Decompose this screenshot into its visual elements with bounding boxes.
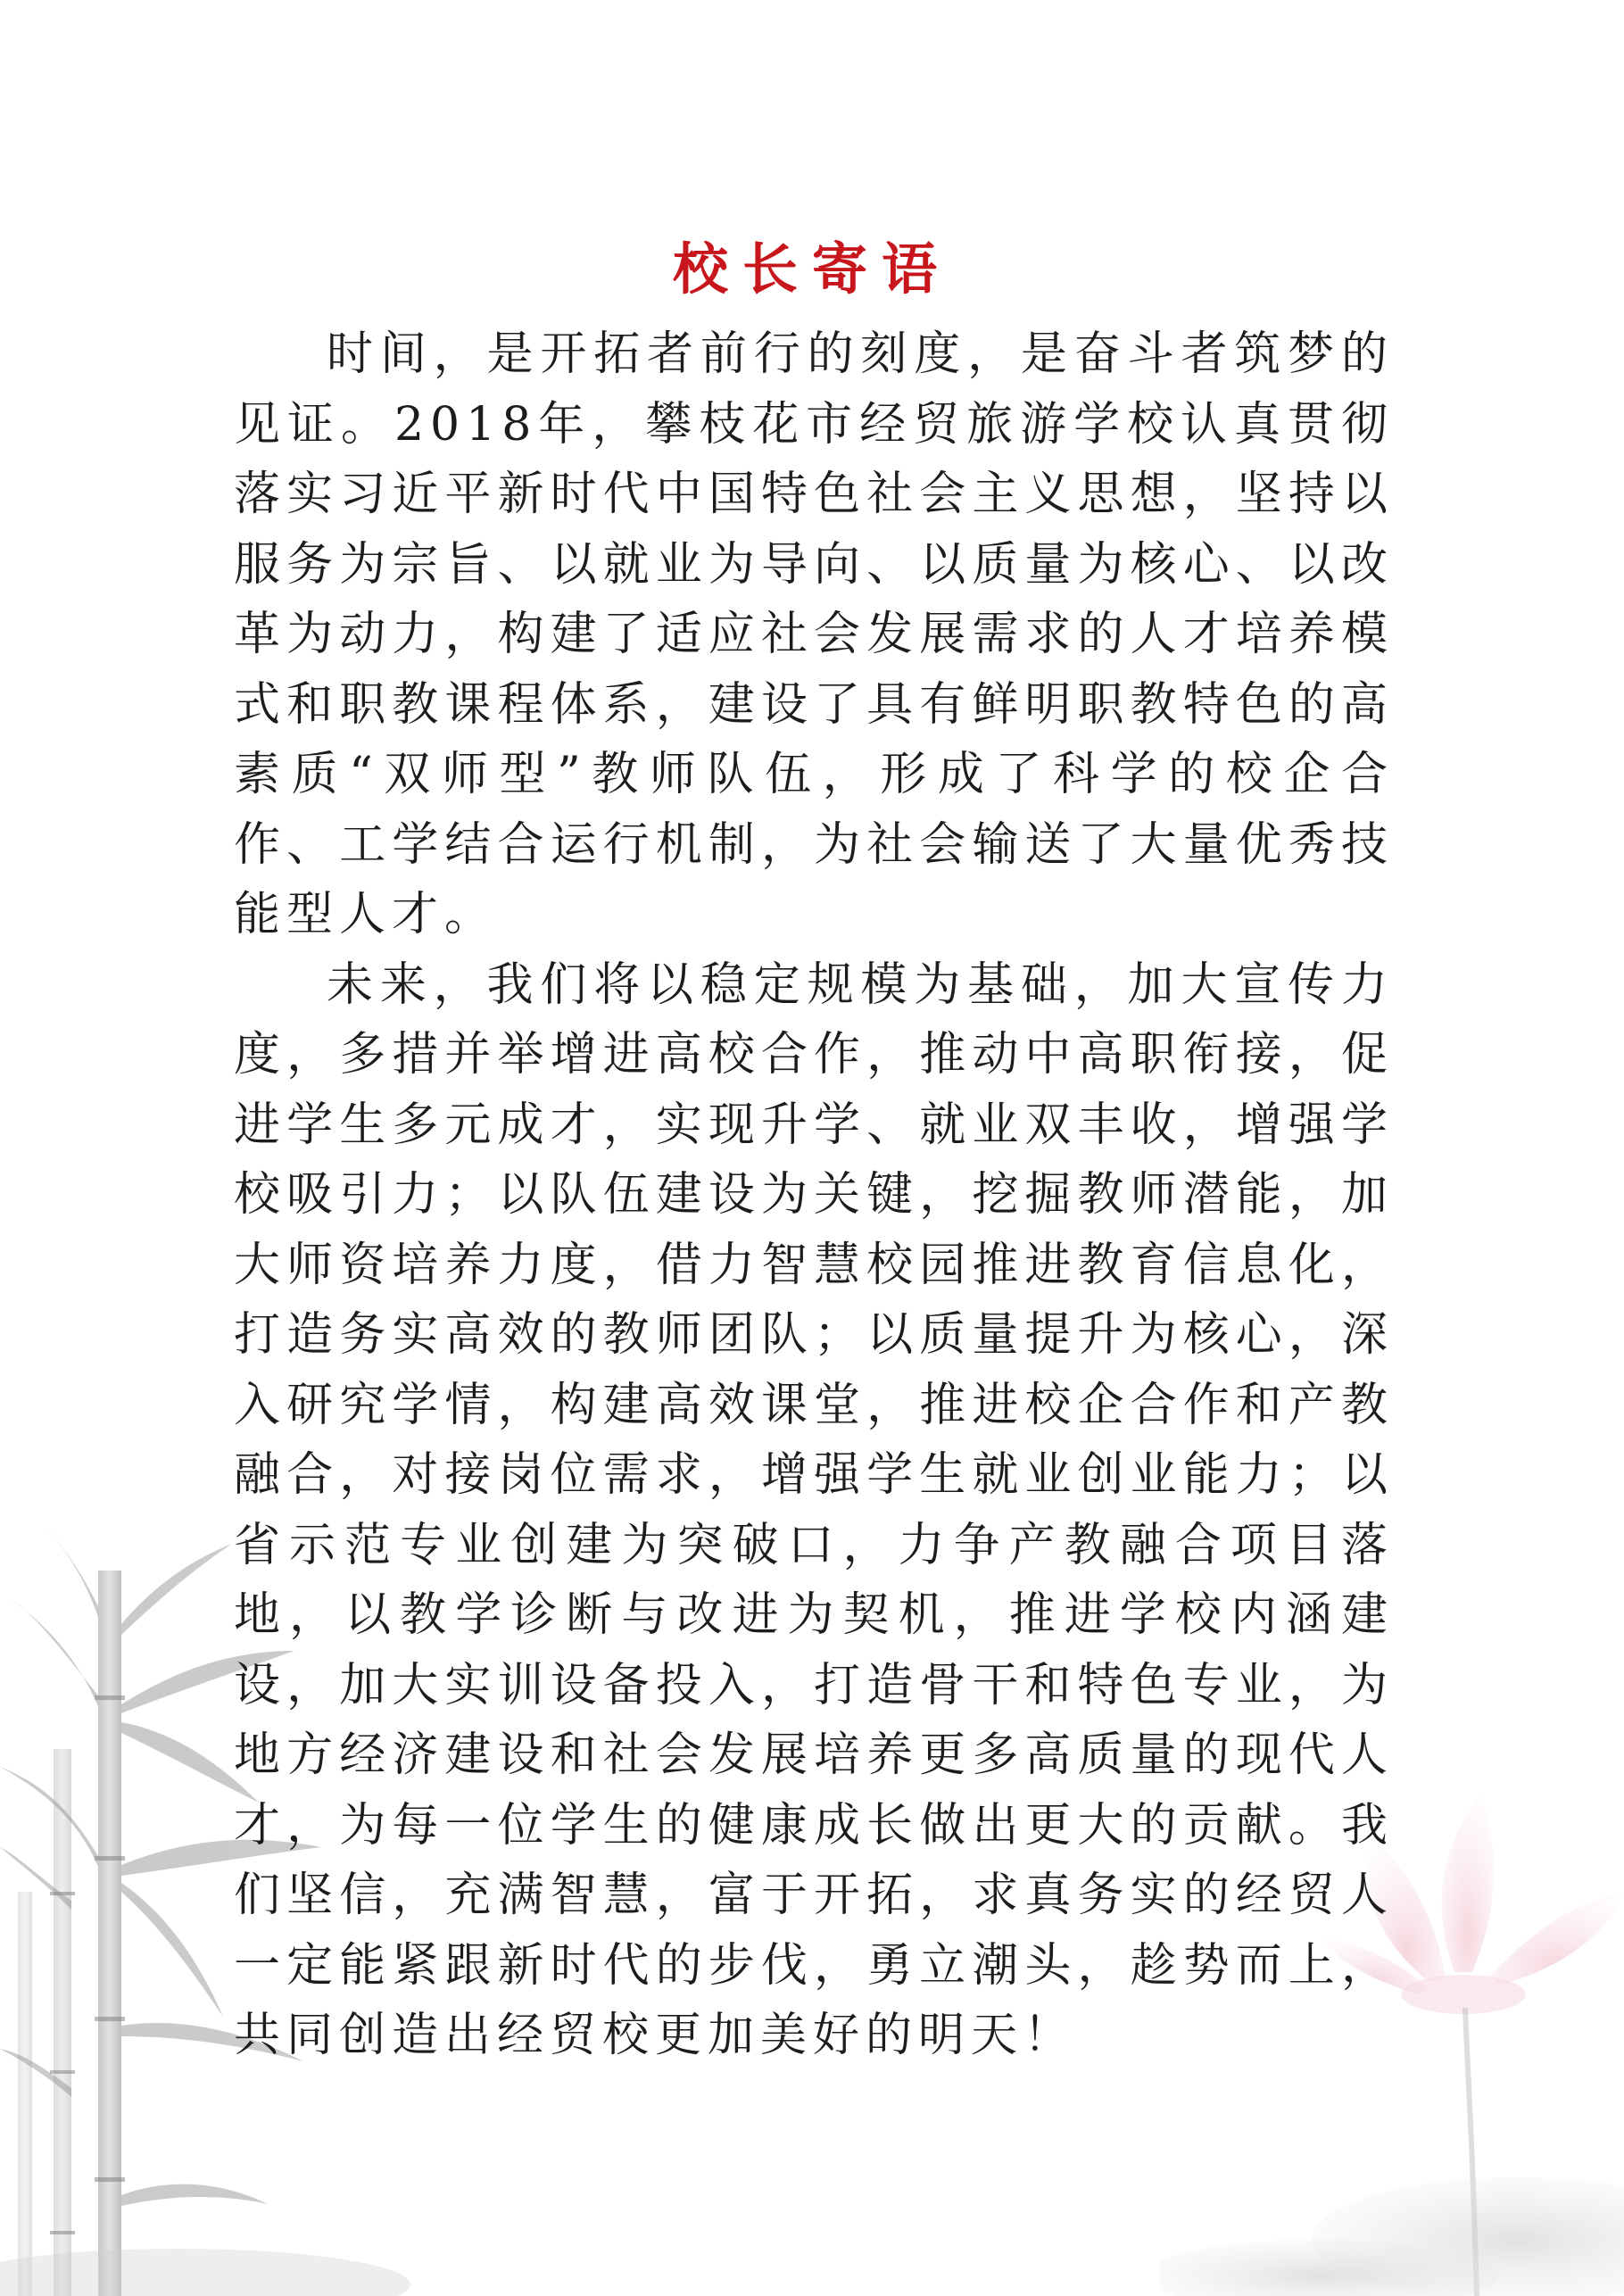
page-title: 校长寄语 (672, 236, 951, 302)
paragraph-1: 时间，是开拓者前行的刻度，是奋斗者筑梦的见证。2018年，攀枝花市经贸旅游学校认真贯彻落实习近平新时代中国特色社会主义思想，坚持以服务为宗旨、以就业为导向、以质量为核心、以改革为动力，构建了适应社会发展需求的人才培养模式和职教课程体系，建设了具有鲜明职教特色的高素质“双师型”教师队伍，形成了科学的校企合作、工学结合运行机制，为社会输送了大量优秀技能型人才。 (234, 327, 1394, 941)
body-text (234, 319, 1394, 2071)
paragraph-2: 未来，我们将以稳定规模为基础，加大宣传力度，多措并举增进高校合作，推动中高职衔接，促进学生多元成才，实现升学、就业双丰收，增强学校吸引力；以队伍建设为关键，挖掘教师潜能，加大师资培养力度，借力智慧校园推进教育信息化，打造务实高效的教师团队；以质量提升为核心，深入研究学情，构建高效课堂，推进校企合作和产教融合，对接岗位需求，增强学生就业创业能力；以省示范专业创建为突破口，力争产教融合项目落地，以教学诊断与改进为契机，推进学校内涵建设，加大实训设备投入，打造骨干和特色专业，为地方经济建设和社会发展培养更多高质量的现代人才，为每一位学生的健康成长做出更大的贡献。我们坚信，充满智慧，富于开拓，求真务实的经贸人一定能紧跟新时代的步伐，勇立潮头，趁势而上，共同创造出经贸校更加美好的明天！ (234, 957, 1394, 2062)
